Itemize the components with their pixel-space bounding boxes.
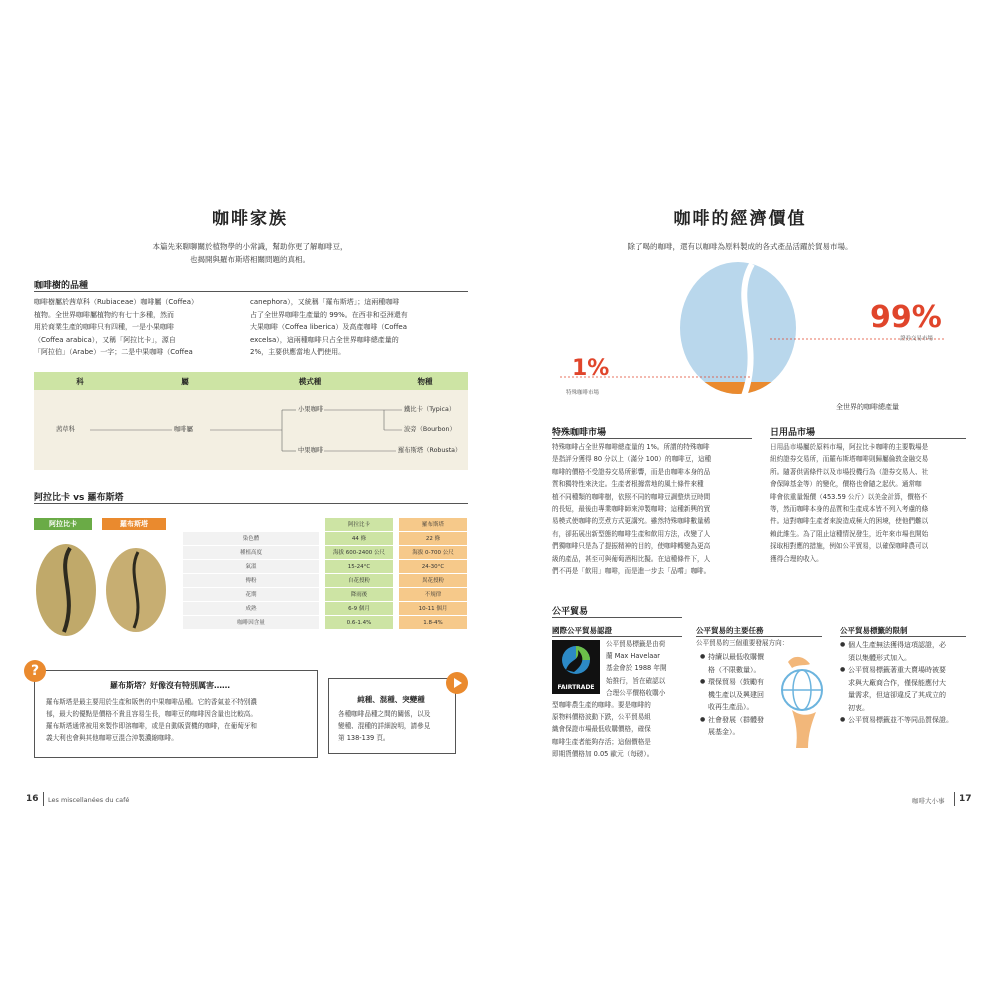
text-line: 郁，最大的優點是價格不貴且容易生長，咖啡豆的咖啡因含量也比較高。: [46, 710, 257, 718]
arabica-value: 自花授粉: [325, 574, 393, 588]
text-line: 咖啡的價格不受證券交易所影響，而是由咖啡本身的品: [552, 467, 711, 476]
goals-intro: 公平貿易的三個重要發展方向：: [696, 639, 789, 647]
text-line: 獲得合理的收入。: [770, 554, 823, 563]
big-share-label: 證券交易市場: [900, 336, 934, 342]
specialty-body: [552, 441, 756, 577]
table-row: [183, 588, 467, 602]
limit-item: [840, 714, 970, 727]
footer-book-title: Les miscellanées du café: [48, 796, 130, 804]
arabica-value: 6-9 個月: [325, 602, 393, 616]
robusta-value: 22 條: [399, 532, 467, 546]
text-line: 日用品市場屬於原料市場，阿拉比卡咖啡的主要戰場是: [770, 443, 929, 451]
reference-box-body: [338, 708, 458, 744]
intro-line: 也揭開與羅布斯塔相關問題的真相。: [190, 255, 310, 264]
reference-box-title: 純種、混種、突變種: [357, 695, 425, 704]
intro-line: 本篇先來聊聊關於植物學的小常識，幫助你更了解咖啡豆，: [152, 242, 348, 251]
text-line: 採取相對應的措施，例如公平貿易，以確保咖啡農可以: [770, 542, 929, 551]
tree-family: 茜草科: [56, 426, 75, 433]
limits-list: [840, 639, 970, 727]
text-line: 質和獨特性來決定。生產者根據當地的風土條件來種: [552, 480, 704, 489]
fairtrade-logo-text: FAIRTRADE: [557, 684, 595, 691]
text-line: 「阿拉伯」（Arabe）一字；二是中果咖啡（Coffea: [34, 348, 193, 356]
text-line: 型咖啡農生產的咖啡。要是咖啡的: [552, 701, 651, 709]
tree-type: 中果咖啡: [298, 447, 324, 454]
text-line: 羅布斯塔是最主要用於生產和販售的中果咖啡品種。它的香氣並不特別濃: [46, 698, 257, 706]
table-row: [183, 616, 467, 630]
text-line: 用於商業生產的咖啡只有四種，一是小果咖啡: [34, 323, 174, 331]
row-label: 傳粉: [183, 574, 319, 588]
text-line: 求與大廠商合作，僅保能應付大: [848, 678, 946, 687]
robusta-bean-icon: [106, 548, 166, 632]
footer-divider: [43, 792, 44, 806]
tree-col-species: 物種: [417, 377, 433, 386]
arabica-bean-icon: [36, 544, 96, 636]
text-line: 2%，主要供應當地人們使用。: [250, 348, 346, 356]
text-line: 植物。全世界咖啡屬植物約有七十多種，然而: [34, 310, 174, 319]
text-line: 即期貨價格加 0.05 歐元（每磅）。: [552, 749, 654, 758]
small-share-percent: 1%: [572, 356, 610, 381]
row-label: 種植高度: [183, 546, 319, 560]
text-line: 們獨咖啡只是為了提振精神的目的，使咖啡轉變為更高: [552, 542, 711, 551]
row-label: 咖啡因含量: [183, 616, 319, 630]
text-line: 占了全世界咖啡生產量的 99%。在西非和亞洲還有: [250, 310, 408, 319]
table-row: [183, 574, 467, 588]
commodity-body: [770, 441, 974, 565]
vs-section-heading: 阿拉比卡 vs 羅布斯塔: [34, 493, 124, 503]
limit-item: [840, 664, 970, 714]
text-line: ● 持續以最低收購價: [708, 653, 764, 661]
text-line: 機生產以及興建回: [708, 690, 764, 699]
fairtrade-logo: [552, 640, 600, 694]
text-line: 展基金）。: [708, 728, 740, 736]
divider: [696, 636, 822, 637]
table-row: [183, 546, 467, 560]
text-line: 織會保證市場最低收購價格，確保: [552, 725, 651, 734]
tree-species: 羅布斯塔（Robusta）: [398, 447, 462, 454]
text-line: 啡會依重量報價（453.59 公斤）以美金計算，價格不: [770, 492, 928, 501]
tree-text-col1: [34, 296, 234, 359]
divider: [770, 438, 966, 439]
text-line: excelsa），這兩種咖啡只占全世界咖啡總產量的: [250, 335, 399, 344]
table-row: [183, 532, 467, 546]
text-line: （Coffea arabica），又稱「阿拉比卡」，源自: [34, 335, 176, 344]
cert-body-below: [552, 699, 688, 760]
divider: [840, 636, 966, 637]
text-line: 蘭 Max Havelaar: [606, 652, 660, 661]
text-line: 賴此維生。為了阻止這種情況發生，近年來市場也開始: [770, 529, 929, 538]
text-line: 各種咖啡品種之間的關係，以及: [338, 710, 431, 718]
text-line: 有，卻拓展出新型態的咖啡生產和飲用方法，改變了人: [552, 529, 711, 538]
text-line: 原物料價格波動下跌，公平貿易組: [552, 713, 651, 722]
bean-caption: 全世界的咖啡總產量: [836, 403, 899, 411]
tree-genus: 咖啡屬: [174, 426, 193, 433]
text-line: 是指評分獲得 80 分以上（滿分 100）的咖啡豆，這種: [552, 455, 712, 464]
arabica-value: 15-24°C: [325, 560, 393, 574]
text-line: 變種、混種的詳細說明，請參見: [338, 722, 431, 730]
play-arrow-icon: [446, 672, 468, 694]
left-intro: [100, 240, 400, 266]
text-line: 植不同種類的咖啡樹，依照不同的咖啡豆調整烘豆時間: [552, 492, 711, 501]
robusta-value: 24-30°C: [399, 560, 467, 574]
divider: [552, 636, 682, 637]
footer-book-title: 咖啡大小事: [912, 797, 945, 805]
table-header-arabica: 阿拉比卡: [325, 518, 393, 532]
arabica-value: 降雨後: [325, 588, 393, 602]
text-line: ● 環保貿易（鼓勵有: [708, 678, 764, 686]
fairtrade-mark-icon: [552, 640, 600, 680]
robusta-value: 10-11 個月: [399, 602, 467, 616]
text-line: 初衷。: [848, 703, 869, 712]
text-line: 咖啡樹屬於茜草科（Rubiaceae）咖啡屬（Coffea）: [34, 298, 199, 306]
text-line: 須以集體形式加入。: [848, 653, 911, 662]
tree-col-family: 科: [76, 377, 84, 386]
text-line: 特殊咖啡占全世界咖啡總產量的 1%。所謂的特殊咖啡: [552, 443, 710, 451]
text-line: 第 138-139 頁。: [338, 734, 390, 742]
text-line: 羅布斯塔通常被用來製作即溶咖啡，或是自動販賣機的咖啡，在葡萄牙和: [46, 722, 257, 730]
text-line: ● 公平貿易標籤著重大賣場時被要: [848, 666, 946, 674]
table-row: [183, 560, 467, 574]
globe-hands-icon: [770, 652, 834, 752]
text-line: 公平貿易標籤是由荷: [606, 640, 666, 648]
tree-type: 小果咖啡: [298, 406, 324, 413]
robusta-tag: 羅布斯塔: [102, 518, 166, 530]
text-line: 合理公平價格收購小: [606, 688, 666, 697]
question-mark-icon: ?: [24, 660, 46, 682]
right-intro: 除了喝的咖啡，還有以咖啡為原料製成的各式產品活躍於貿易市場。: [627, 242, 853, 251]
tree-connectors: [34, 390, 468, 470]
text-line: ● 社會發展（群體發: [708, 715, 764, 724]
text-line: ● 個人生產無法獲得這項認證，必: [848, 641, 946, 649]
text-line: 級的產品，甚至可與葡萄酒相比擬。在這種條件下，人: [552, 554, 711, 563]
small-share-label: 特殊咖啡市場: [566, 390, 600, 396]
right-page-title: 咖啡的經濟價值: [673, 209, 807, 229]
page-number-right: 17: [959, 794, 972, 804]
text-line: 所。隨著供需條件以及市場投機行為（證券交易人、社: [770, 467, 929, 476]
text-line: 義大利也會與其他咖啡豆混合沖製濃縮咖啡。: [46, 734, 178, 742]
limits-heading: 公平貿易標籤的限制: [840, 626, 908, 635]
arabica-value: 海拔 600-2400 公尺: [325, 546, 393, 560]
text-line: 紐約證券交易所，而羅布斯塔咖啡則歸屬倫敦金融交易: [770, 455, 929, 464]
divider: [552, 438, 752, 439]
arabica-value: 44 條: [325, 532, 393, 546]
vs-comparison-table: [183, 518, 467, 630]
divider: [34, 503, 468, 504]
text-line: 們不再是「飲用」咖啡，而是進一步去「品嚐」咖啡。: [552, 567, 711, 576]
text-line: 收再生產品）。: [708, 703, 754, 711]
specialty-heading: 特殊咖啡市場: [552, 428, 607, 438]
text-line: 件。這對咖啡生產者來說造成極大的困境，使他們難以: [770, 517, 929, 526]
text-line: 等，然而咖啡本身的品質和生產成本皆不列入考慮的條: [770, 505, 929, 514]
arabica-value: 0.6-1.4%: [325, 616, 393, 630]
robusta-value: 1.8-4%: [399, 616, 467, 630]
fairtrade-heading: 公平貿易: [552, 607, 589, 617]
robusta-value: 海拔 0-700 公尺: [399, 546, 467, 560]
commodity-heading: 日用品市場: [770, 428, 816, 438]
text-line: 始推行，旨在確認以: [606, 676, 666, 685]
text-line: 咖啡生產者能夠存活；這個價格是: [552, 737, 651, 746]
coffee-beans-illustration: [34, 540, 174, 640]
table-header-robusta: 羅布斯塔: [399, 518, 467, 532]
table-row: [183, 602, 467, 616]
left-page-title: 咖啡家族: [212, 209, 288, 229]
limit-item: [840, 639, 970, 664]
tree-text-col2: [250, 296, 468, 359]
big-share-percent: 99%: [870, 300, 942, 335]
text-line: 基金會於 1988 年開: [606, 664, 667, 673]
page-number-left: 16: [26, 794, 39, 804]
arabica-tag: 阿拉比卡: [34, 518, 92, 530]
tree-col-type: 模式種: [298, 377, 322, 386]
row-label: 氣溫: [183, 560, 319, 574]
tree-species: 波旁（Bourbon）: [404, 426, 456, 433]
cert-heading: 國際公平貿易認證: [552, 626, 612, 635]
text-line: ● 公平貿易標籤並不等同品質保證。: [848, 716, 953, 724]
tree-species: 鐵比卡（Typica）: [404, 406, 456, 413]
question-box-body: [46, 696, 316, 744]
cert-body-beside: [606, 638, 688, 699]
text-line: 大果咖啡（Coffea liberica）及高產咖啡（Coffea: [250, 323, 408, 331]
robusta-value: 不規律: [399, 588, 467, 602]
question-box-title: 羅布斯塔？好像沒有特別厲害……: [110, 681, 230, 690]
goals-heading: 公平貿易的主要任務: [696, 626, 764, 635]
divider: [34, 291, 468, 292]
text-line: canephora），又統稱「羅布斯塔」；這兩種咖啡: [250, 298, 400, 306]
text-line: 易模式使咖啡的烹煮方式更講究。雖然特殊咖啡數量稀: [552, 517, 711, 526]
text-line: 的長短，最後由專業咖啡師來沖製咖啡；這種新興的貿: [552, 505, 711, 514]
tree-col-genus: 屬: [181, 377, 189, 386]
row-label: 花期: [183, 588, 319, 602]
tree-section-heading: 咖啡樹的品種: [34, 281, 89, 291]
divider: [552, 617, 682, 618]
row-label: 成熟: [183, 602, 319, 616]
footer-divider: [954, 792, 955, 806]
robusta-value: 異花授粉: [399, 574, 467, 588]
row-label: 染色體: [183, 532, 319, 546]
text-line: 格（不限數量）。: [708, 665, 761, 674]
text-line: 量需求，但這卻違反了其成立的: [848, 691, 946, 699]
text-line: 會保障基金等）的變化，價格也會隨之起伏。通常咖: [770, 480, 922, 489]
